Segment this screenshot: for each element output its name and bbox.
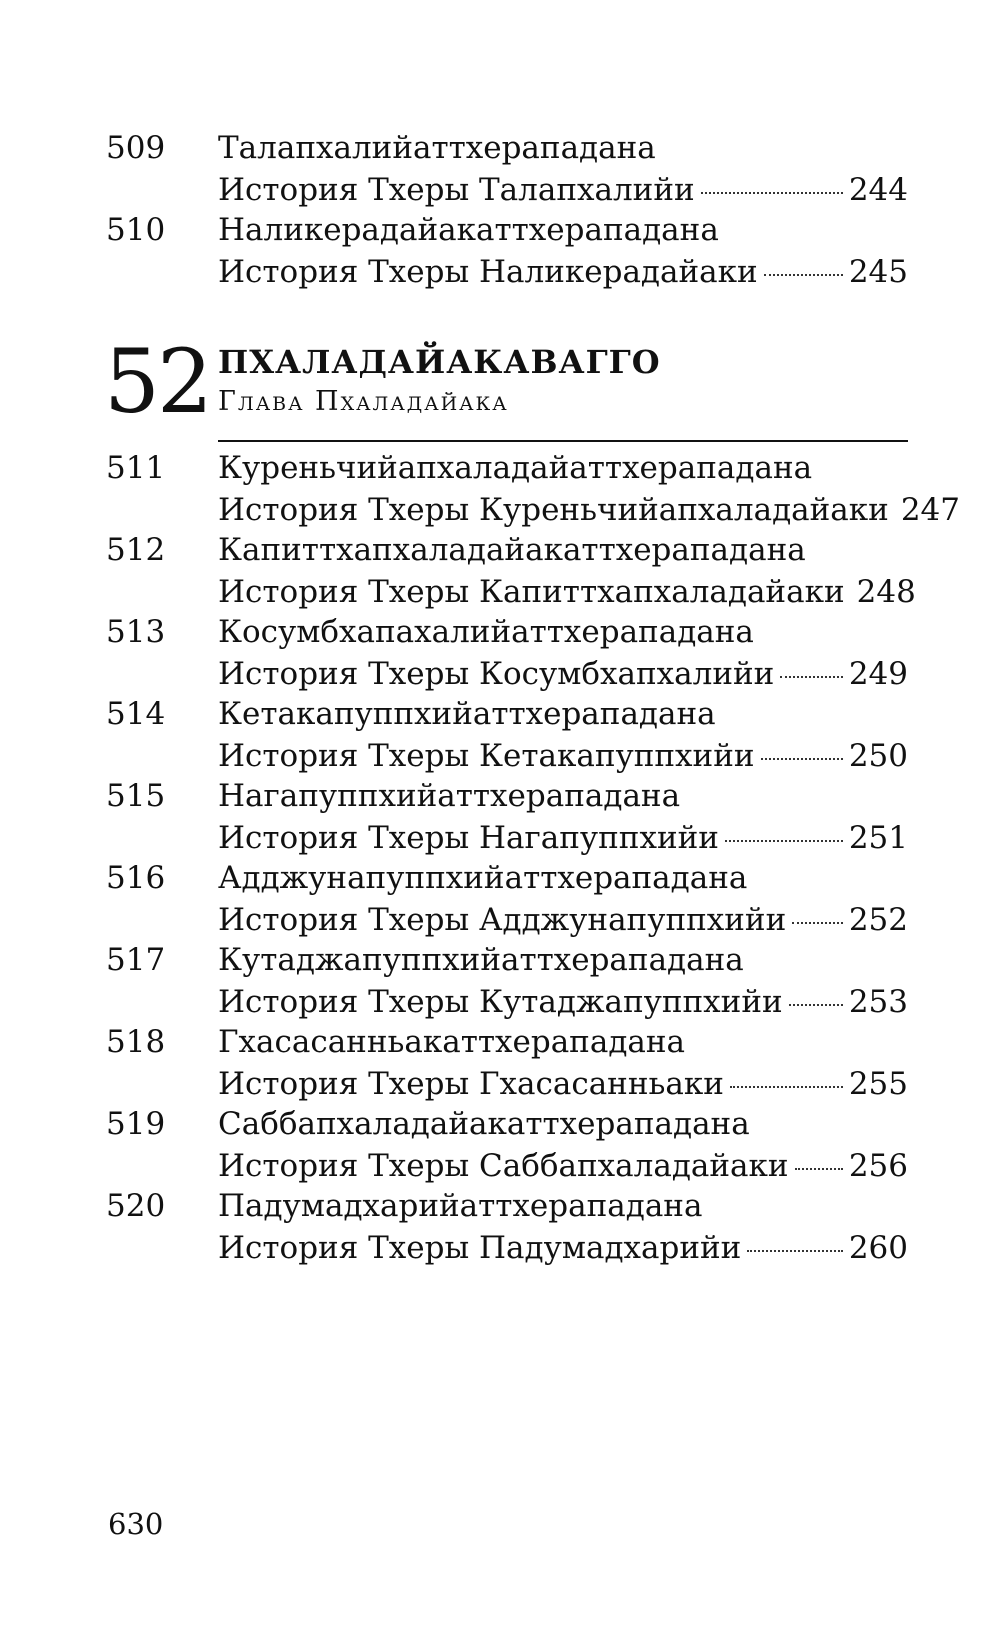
entry-title: История Тхеры Саббапхаладайаки [218, 1148, 789, 1184]
toc-entry [0, 530, 1000, 614]
entry-line [218, 1226, 908, 1270]
entry-page: 248 [856, 574, 916, 610]
entry-pali-title: Наликерадайакаттхерападана [218, 212, 719, 248]
entry-title: История Тхеры Косумбхапхалийи [218, 656, 775, 692]
entry-pali-title: Гхасасанньакаттхерападана [218, 1024, 686, 1060]
entry-page: 253 [848, 984, 908, 1020]
entry-number: 513 [106, 614, 166, 650]
toc-entry [0, 1022, 1000, 1106]
entry-title: История Тхеры Кетакапуппхийи [218, 738, 755, 774]
entry-number: 519 [106, 1106, 166, 1142]
toc-entry [0, 776, 1000, 860]
entry-title: История Тхеры Наликерадайаки [218, 254, 758, 290]
entry-line [218, 1062, 908, 1106]
entry-title: История Тхеры Капиттхапхаладайаки [218, 574, 845, 610]
toc-entry [0, 1186, 1000, 1270]
entry-number: 510 [106, 212, 166, 248]
entry-page: 244 [848, 172, 908, 208]
entry-line [218, 734, 908, 778]
chapter-heading [0, 330, 1000, 450]
entry-line [218, 652, 908, 696]
chapter-subtitle: Глава Пхаладайака [218, 386, 509, 417]
toc-entry [0, 612, 1000, 696]
entry-page: 245 [848, 254, 908, 290]
entry-line [218, 488, 960, 532]
entry-title: История Тхеры Нагапуппхийи [218, 820, 719, 856]
dot-leader [792, 922, 843, 924]
entry-page: 250 [848, 738, 908, 774]
dot-leader [780, 676, 843, 678]
entry-page: 251 [848, 820, 908, 856]
entry-number: 517 [106, 942, 166, 978]
dot-leader [747, 1250, 843, 1252]
entry-pali-title: Капиттхапхаладайакаттхерападана [218, 532, 806, 568]
entry-title: История Тхеры Куреньчийапхаладайаки [218, 492, 889, 528]
toc-entry [0, 940, 1000, 1024]
toc-entry [0, 694, 1000, 778]
chapter-title: ПХАЛАДАЙАКАВАГГО [218, 343, 661, 381]
entry-page: 260 [848, 1230, 908, 1266]
entry-title: История Тхеры Падумадхарийи [218, 1230, 742, 1266]
entry-pali-title: Адджунапуппхийаттхерападана [218, 860, 748, 896]
entry-title: История Тхеры Гхасасанньаки [218, 1066, 724, 1102]
dot-leader [795, 1168, 843, 1170]
entry-number: 515 [106, 778, 166, 814]
entry-line [218, 980, 908, 1024]
entry-line [218, 570, 916, 614]
entry-line [218, 816, 908, 860]
chapter-rule [218, 440, 908, 442]
entry-page: 255 [848, 1066, 908, 1102]
chapter-number: 52 [104, 330, 210, 433]
entry-number: 518 [106, 1024, 166, 1060]
toc-entry [0, 1104, 1000, 1188]
toc-entry [0, 858, 1000, 942]
entry-pali-title: Падумадхарийаттхерападана [218, 1188, 703, 1224]
entry-page: 256 [848, 1148, 908, 1184]
entry-number: 516 [106, 860, 166, 896]
entry-page: 249 [848, 656, 908, 692]
page-number: 630 [108, 1507, 164, 1541]
entry-number: 511 [106, 450, 166, 486]
dot-leader [725, 840, 843, 842]
entry-number: 512 [106, 532, 166, 568]
entry-title: История Тхеры Кутаджапуппхийи [218, 984, 783, 1020]
entry-title: История Тхеры Талапхалийи [218, 172, 695, 208]
dot-leader [761, 758, 843, 760]
dot-leader [789, 1004, 843, 1006]
entry-page: 247 [900, 492, 960, 528]
entry-number: 520 [106, 1188, 166, 1224]
entry-number: 509 [106, 130, 166, 166]
entry-pali-title: Куреньчийапхаладайаттхерападана [218, 450, 813, 486]
entry-line [218, 168, 908, 212]
toc-entry [0, 128, 1000, 212]
entry-line [218, 250, 908, 294]
toc-entry [0, 210, 1000, 294]
dot-leader [730, 1086, 843, 1088]
toc-entry [0, 448, 1000, 532]
dot-leader [764, 274, 843, 276]
entry-number: 514 [106, 696, 166, 732]
entry-pali-title: Саббапхаладайакаттхерападана [218, 1106, 750, 1142]
entry-pali-title: Косумбхапахалийаттхерападана [218, 614, 754, 650]
dot-leader [701, 192, 843, 194]
entry-page: 252 [848, 902, 908, 938]
entry-line [218, 1144, 908, 1188]
entry-title: История Тхеры Адджунапуппхийи [218, 902, 787, 938]
entry-pali-title: Талапхалийаттхерападана [218, 130, 656, 166]
entry-pali-title: Нагапуппхийаттхерападана [218, 778, 681, 814]
entry-pali-title: Кутаджапуппхийаттхерападана [218, 942, 744, 978]
entry-line [218, 898, 908, 942]
entry-pali-title: Кетакапуппхийаттхерападана [218, 696, 716, 732]
